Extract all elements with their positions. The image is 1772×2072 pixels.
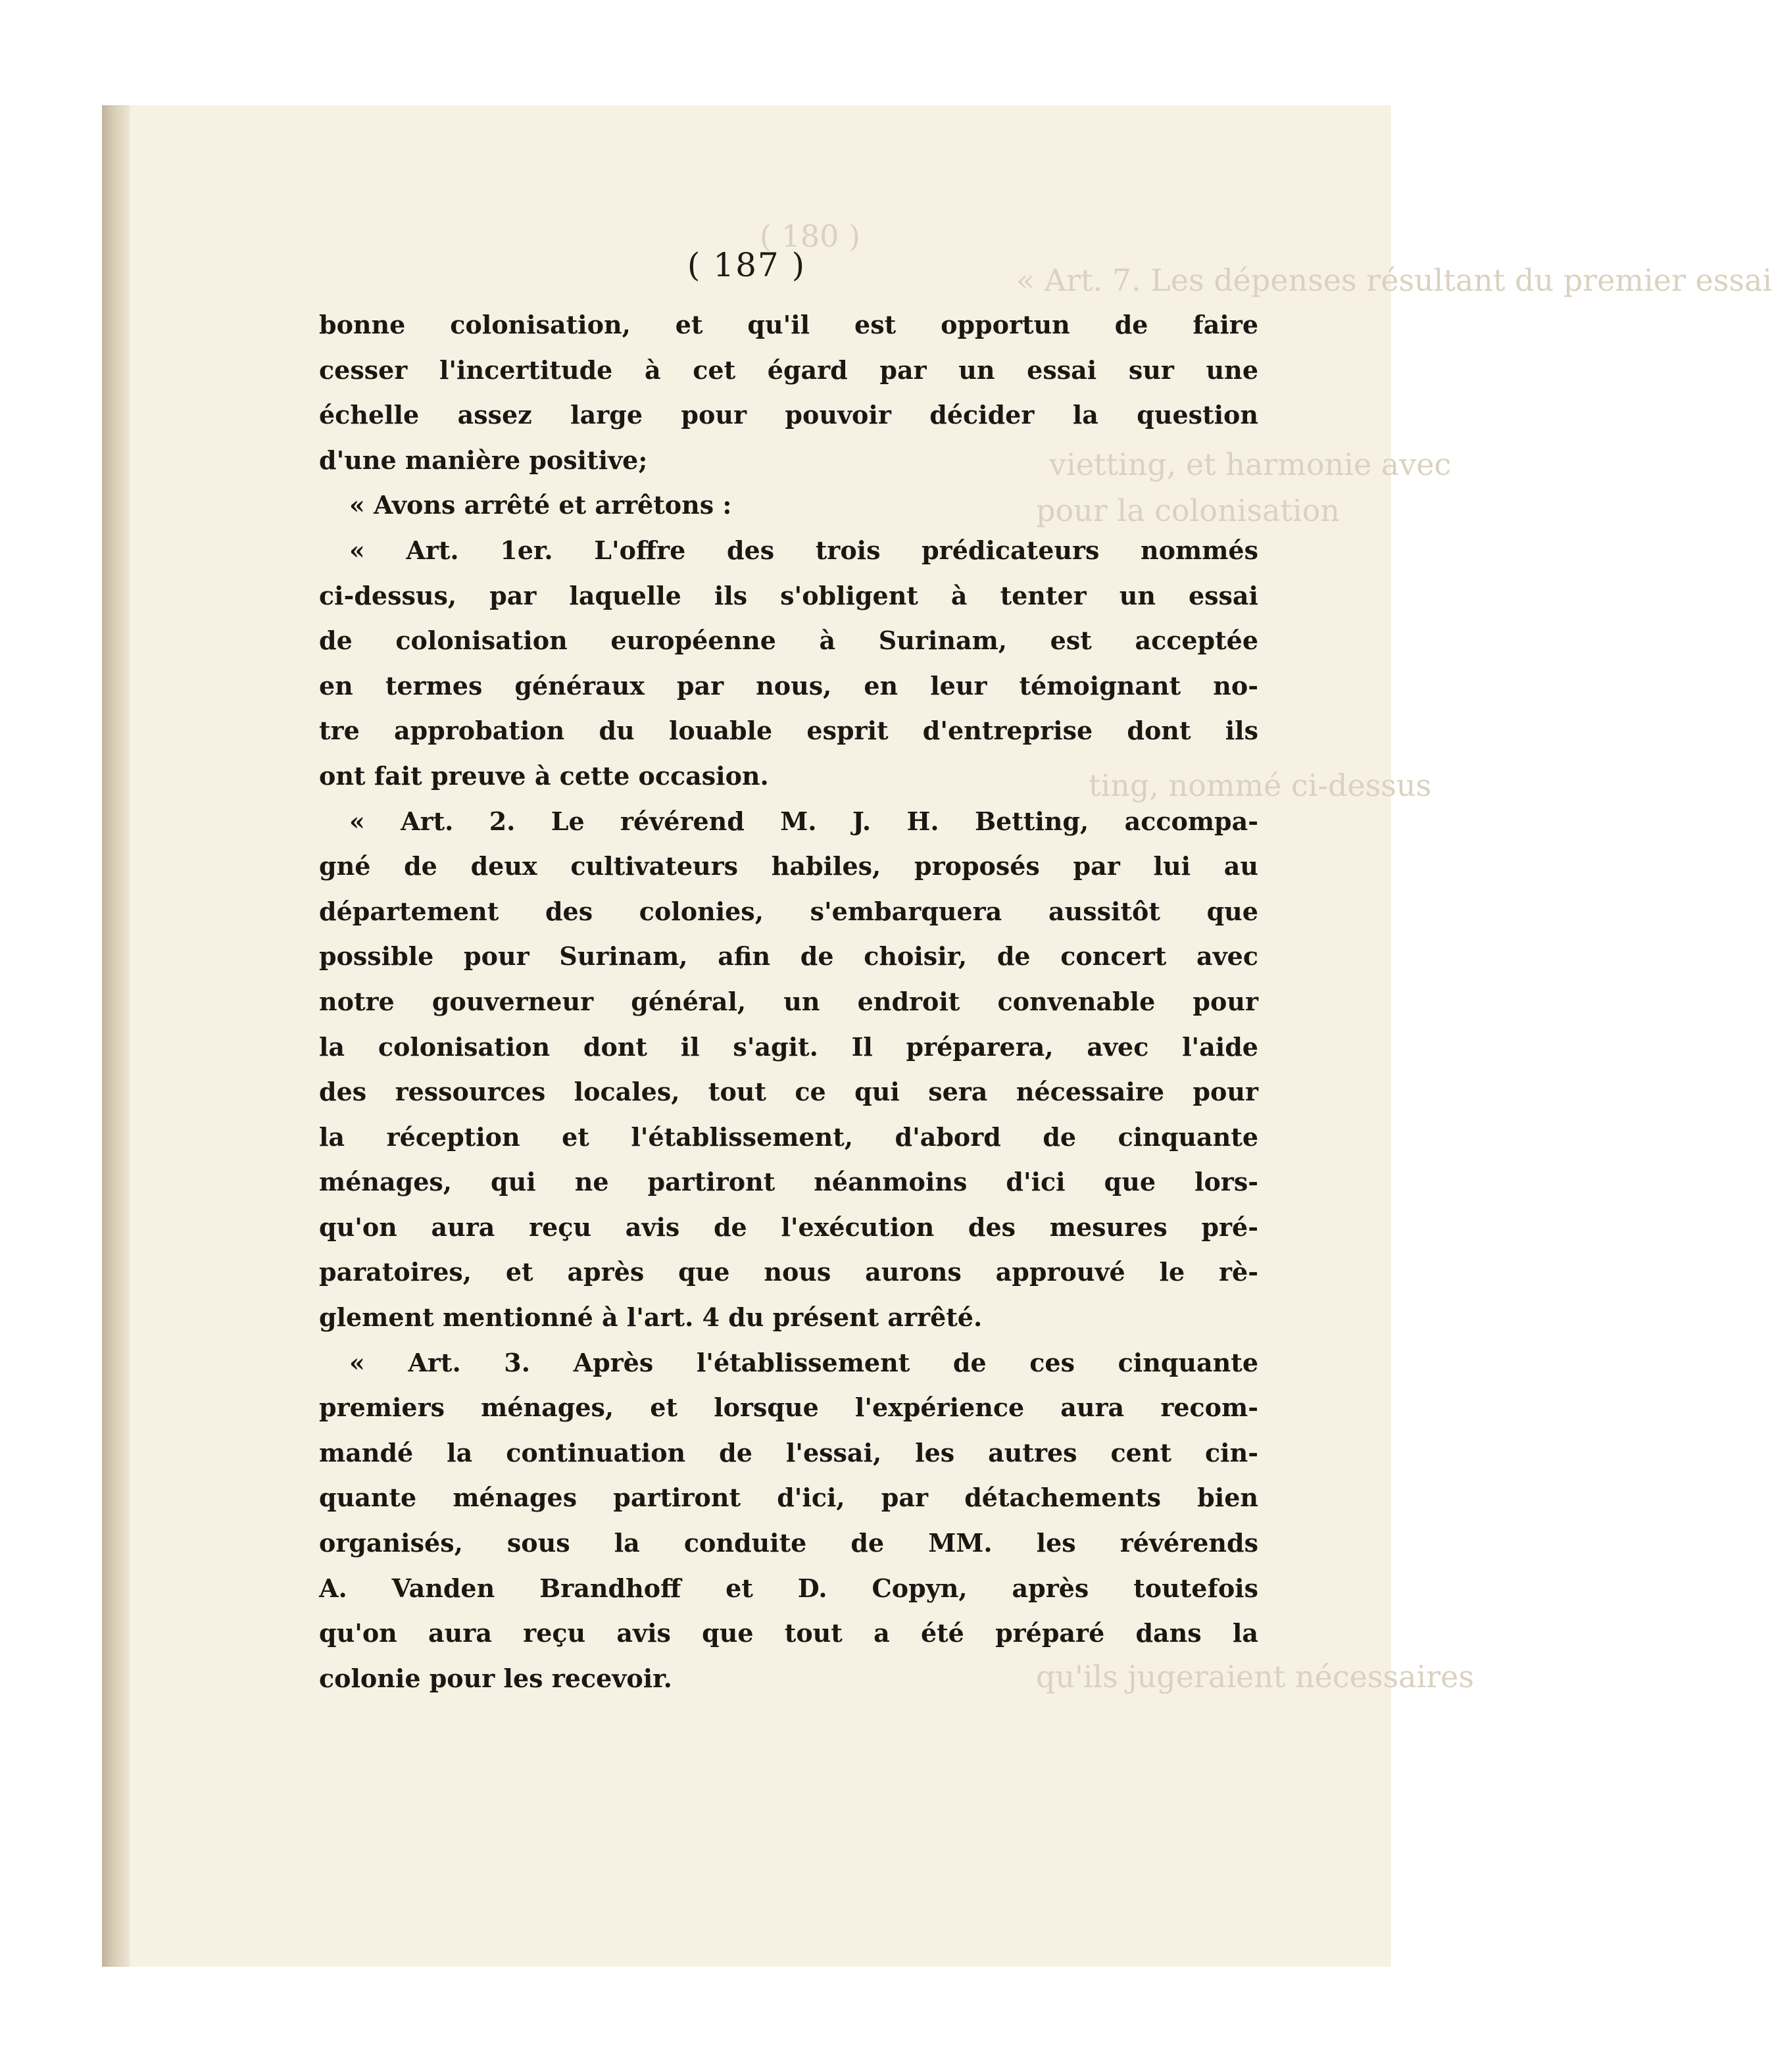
text-line: A. Vanden Brandhoff et D. Copyn, après toutefois bbox=[319, 1573, 1258, 1603]
text-line: en termes généraux par nous, en leur témoignant no- bbox=[319, 670, 1258, 701]
text-line: de colonisation européenne à Surinam, est acceptée bbox=[319, 626, 1258, 656]
text-line: ci-dessus, par laquelle ils s'obligent à tenter un essai bbox=[319, 580, 1258, 610]
show-through-line: ting, nommé ci-dessus bbox=[1089, 768, 1432, 803]
text-line: mandé la continuation de l'essai, les autres cent cin- bbox=[319, 1437, 1258, 1468]
text-line: notre gouverneur général, un endroit convenable pour bbox=[319, 986, 1258, 1016]
text-line: bonne colonisation, et qu'il est opportun de faire bbox=[319, 310, 1258, 339]
text-line: des ressources locales, tout ce qui sera nécessaire pour bbox=[319, 1077, 1258, 1107]
text-line: « Art. 2. Le révérend M. J. H. Betting, accompa- bbox=[349, 806, 1258, 836]
text-line: « Art. 1er. L'offre des trois prédicateurs nommés bbox=[349, 535, 1258, 565]
page-number: ( 187 ) bbox=[687, 246, 806, 284]
show-through-line: « Art. 7. Les dépenses résultant du premier essai bbox=[1016, 262, 1772, 298]
text-line: « Art. 3. Après l'établissement de ces cinquante bbox=[349, 1347, 1258, 1377]
text-line: département des colonies, s'embarquera aussitôt que bbox=[319, 896, 1258, 926]
text-line: gné de deux cultivateurs habiles, proposés par lui au bbox=[319, 851, 1258, 881]
text-line: qu'on aura reçu avis de l'exécution des mesures pré- bbox=[319, 1212, 1258, 1242]
text-line: paratoires, et après que nous aurons approuvé le rè- bbox=[319, 1257, 1258, 1287]
text-line: la réception et l'établissement, d'abord de cinquante bbox=[319, 1122, 1258, 1152]
text-line: ont fait preuve à cette occasion. bbox=[319, 760, 769, 791]
show-through-line: qu'ils jugeraient nécessaires bbox=[1036, 1659, 1475, 1694]
text-line: cesser l'incertitude à cet égard par un essai sur une bbox=[319, 355, 1258, 385]
text-line: ménages, qui ne partiront néanmoins d'ici que lors- bbox=[319, 1167, 1258, 1197]
page-gutter bbox=[102, 105, 130, 1967]
text-line: glement mentionné à l'art. 4 du présent arrêté. bbox=[319, 1302, 983, 1333]
book-page bbox=[102, 105, 1772, 1967]
text-line: « Avons arrêté et arrêtons : bbox=[349, 490, 732, 520]
text-line: quante ménages partiront d'ici, par détachements bien bbox=[319, 1483, 1258, 1513]
text-line: possible pour Surinam, afin de choisir, de concert avec bbox=[319, 941, 1258, 972]
text-line: la colonisation dont il s'agit. Il préparera, avec l'aide bbox=[319, 1031, 1258, 1062]
text-line: organisés, sous la conduite de MM. les révérends bbox=[319, 1528, 1258, 1558]
text-line: échelle assez large pour pouvoir décider la question bbox=[319, 400, 1258, 430]
text-line: d'une manière positive; bbox=[319, 445, 648, 475]
text-line: premiers ménages, et lorsque l'expérience aura recom- bbox=[319, 1393, 1258, 1423]
text-line: qu'on aura reçu avis que tout a été préparé dans la bbox=[319, 1618, 1258, 1648]
show-through-line: pour la colonisation bbox=[1036, 493, 1340, 528]
show-through-page-number: ( 180 ) bbox=[760, 218, 860, 254]
show-through-line: vietting, et harmonie avec bbox=[1049, 447, 1452, 482]
text-line: colonie pour les recevoir. bbox=[319, 1663, 672, 1693]
text-line: tre approbation du louable esprit d'entreprise dont ils bbox=[319, 716, 1258, 746]
body-text bbox=[319, 303, 1258, 1701]
